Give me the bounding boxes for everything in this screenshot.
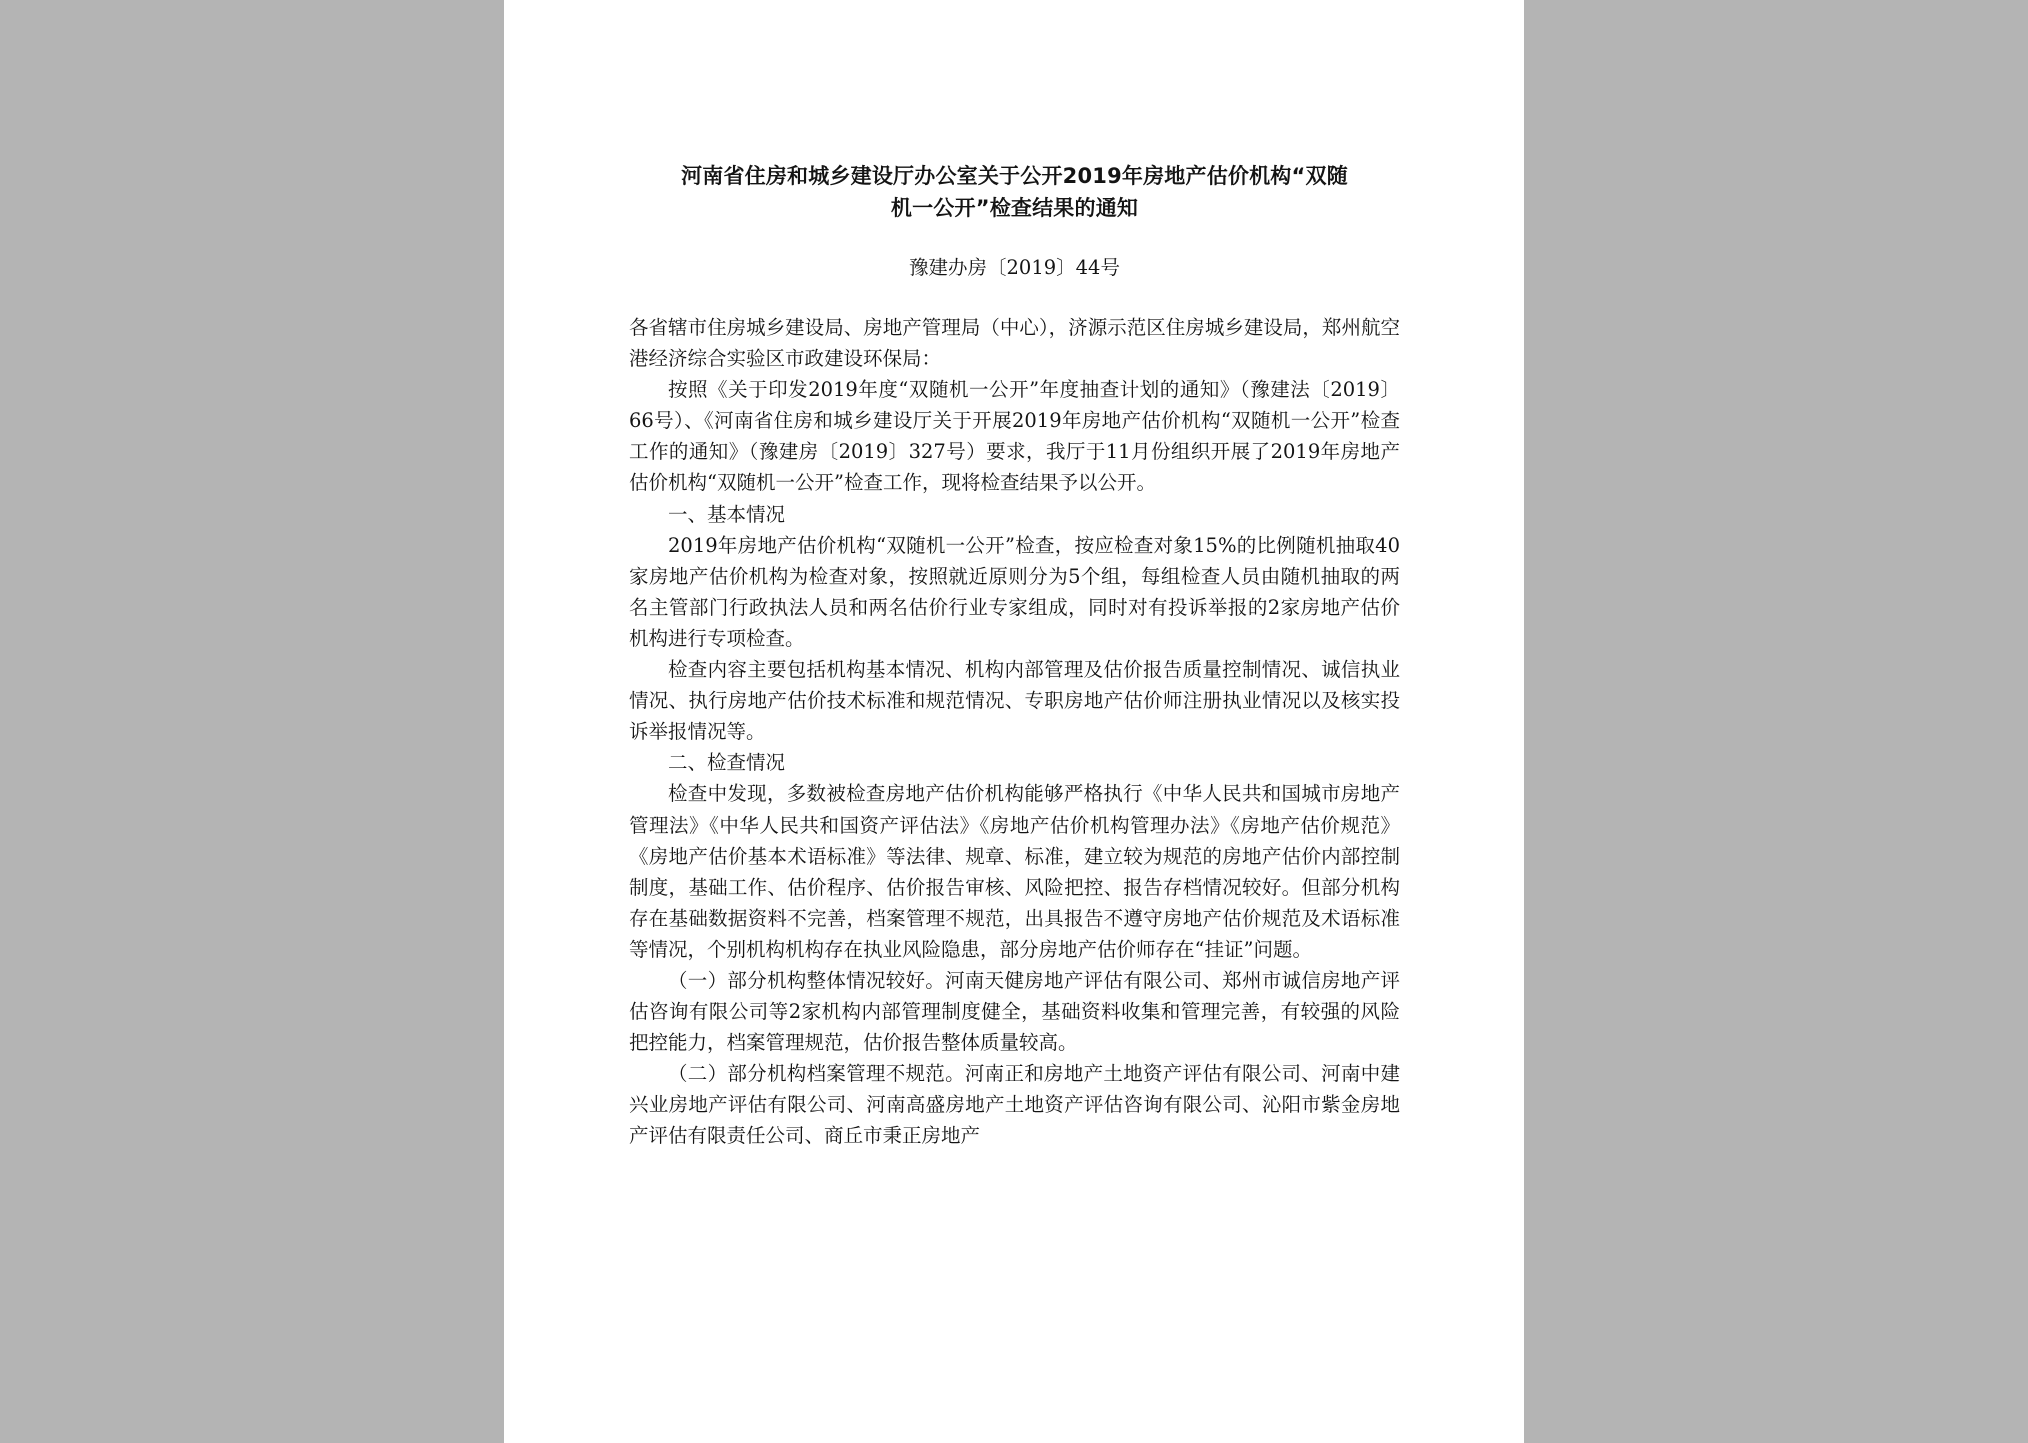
paragraph: 检查内容主要包括机构基本情况、机构内部管理及估价报告质量控制情况、诚信执业情况、执行房地产估价技术标准和规范情况、专职房地产估价师注册执业情况以及核实投诉举报情况等。 xyxy=(629,658,1400,744)
paragraph: （一）部分机构整体情况较好。河南天健房地产评估有限公司、郑州市诚信房地产评估咨询有限公司等2家机构内部管理制度健全，基础资料收集和管理完善，有较强的风险把控能力，档案管理规范，估价报告整体质量较高。 xyxy=(629,968,1400,1055)
paragraph: 按照《关于印发2019年度“双随机一公开”年度抽查计划的通知》（豫建法〔2019〕66号）、《河南省住房和城乡建设厅关于开展2019年房地产估价机构“双随机一公开”检查工作的通知》（豫建房〔2019〕327号）要求，我厅于11月份组织开展了2019年房地产估价机构“双随机一公开”检查工作，现将检查结果予以公开。 xyxy=(629,378,1400,495)
document-title xyxy=(629,160,1400,224)
section-heading: 二、检查情况 xyxy=(668,751,786,775)
document-title-line-1: 河南省住房和城乡建设厅办公室关于公开2019年房地产估价机构“双随 xyxy=(681,164,1348,188)
salutation: 各省辖市住房城乡建设局、房地产管理局（中心），济源示范区住房城乡建设局，郑州航空港经济综合实验区市政建设环保局： xyxy=(629,316,1400,371)
document-title-line-2: 机一公开”检查结果的通知 xyxy=(890,196,1139,220)
document-page xyxy=(504,0,1524,1443)
paragraph: 检查中发现，多数被检查房地产估价机构能够严格执行《中华人民共和国城市房地产管理法》《中华人民共和国资产评估法》《房地产估价机构管理办法》《房地产估价规范》《房地产估价基本术语标准》等法律、规章、标准，建立较为规范的房地产估价内部控制制度，基础工作、估价程序、估价报告审核、风险把控、报告存档情况较好。但部分机构存在基础数据资料不完善，档案管理不规范，出具报告不遵守房地产估价规范及术语标准等情况，个别机构机构存在执业风险隐患，部分房地产估价师存在“挂证”问题。 xyxy=(629,782,1400,961)
document-body xyxy=(629,312,1400,1152)
paragraph: 2019年房地产估价机构“双随机一公开”检查，按应检查对象15%的比例随机抽取40家房地产估价机构为检查对象，按照就近原则分为5个组，每组检查人员由随机抽取的两名主管部门行政执法人员和两名估价行业专家组成，同时对有投诉举报的2家房地产估价机构进行专项检查。 xyxy=(629,533,1400,650)
document-number: 豫建办房〔2019〕44号 xyxy=(909,256,1120,279)
section-heading: 一、基本情况 xyxy=(668,502,786,526)
paragraph: （二）部分机构档案管理不规范。河南正和房地产土地资产评估有限公司、河南中建兴业房地产评估有限公司、河南高盛房地产土地资产评估咨询有限公司、沁阳市紫金房地产评估有限责任公司、商丘市秉正房地产 xyxy=(629,1062,1400,1148)
